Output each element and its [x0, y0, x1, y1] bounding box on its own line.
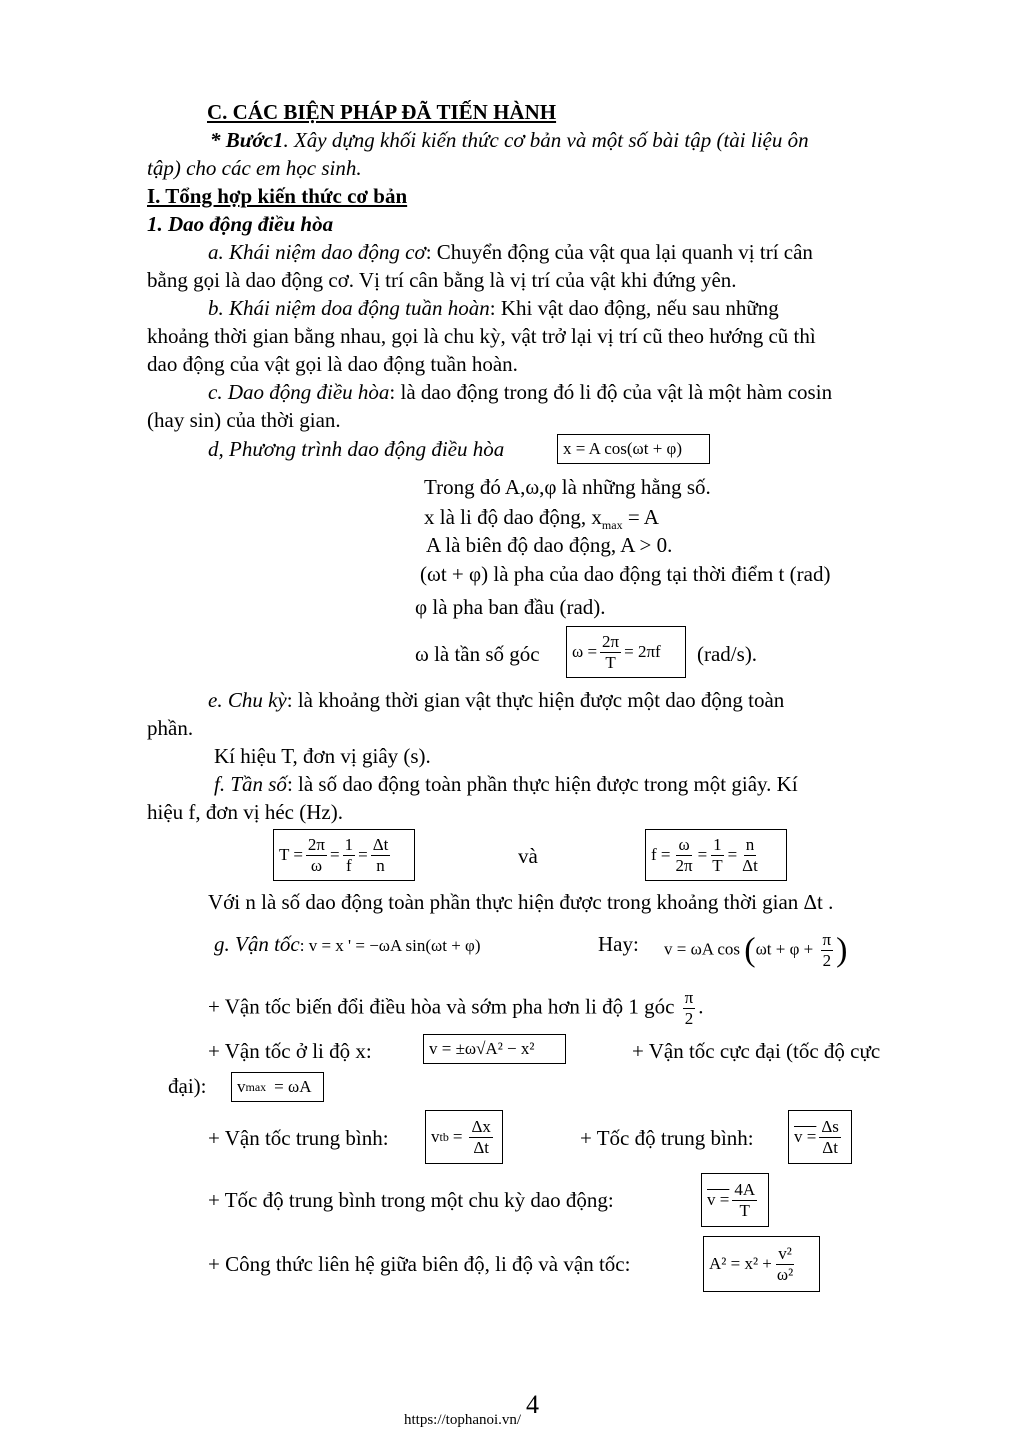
- vbar4-den: T: [739, 1200, 750, 1220]
- amplitude-num: v²: [778, 1243, 792, 1263]
- velocity-line-7: + Công thức liên hệ giữa biên độ, li độ và vận tốc:: [208, 1252, 631, 1276]
- step1-line2: tập) cho các em học sinh.: [147, 156, 362, 180]
- para-c-label: c. Dao động điều hòa: [208, 380, 390, 404]
- vbar4-frac: [732, 1180, 757, 1221]
- para-a-text: : Chuyển động của vật qua lại quanh vị trí cân: [425, 240, 813, 264]
- amplitude-frac: [775, 1244, 795, 1285]
- vtb-num: Δx: [471, 1116, 491, 1136]
- velocity-line-1: [208, 988, 704, 1029]
- amplitude-den: ω²: [776, 1264, 794, 1284]
- hay-word: Hay:: [598, 932, 639, 956]
- para-f-label: f. Tần số: [214, 772, 287, 796]
- equation-harmonic: x = A cos(ωt + φ): [563, 439, 683, 458]
- v1-frac-den: 2: [684, 1009, 694, 1028]
- vbar4-num: 4A: [734, 1179, 756, 1199]
- period-f1d: ω: [310, 855, 323, 875]
- para-a-line1: [208, 238, 813, 266]
- equation-box-velocity-x: [423, 1034, 566, 1064]
- omega-fraction: [600, 632, 621, 673]
- equation-box-omega: [566, 626, 686, 678]
- n-line: Với n là số dao động toàn phần thực hiện được trong khoảng thời gian Δt .: [208, 890, 834, 914]
- freq-f2d: T: [712, 855, 723, 875]
- where-line-6: ω là tần số góc: [415, 642, 540, 666]
- freq-frac-2: [710, 835, 724, 876]
- velocity-frac-num: π: [822, 930, 832, 949]
- page-number: 4: [526, 1390, 539, 1419]
- velocity-frac-den: 2: [822, 951, 832, 970]
- para-d-label: d, Phương trình dao động điều hòa: [208, 437, 505, 461]
- equation-box-frequency: f = $\frac{\omega}{2\pi}$ = $\frac{1}{T}$ = $\frac{n}{\Delta t}$: [645, 829, 787, 881]
- para-g-label: g. Vận tốc: [214, 932, 300, 956]
- period-frac-1: [306, 835, 327, 876]
- vtb-den: Δt: [473, 1137, 489, 1157]
- omega-num: 2π: [602, 631, 620, 651]
- freq-f1d: 2π: [675, 855, 693, 875]
- equation-box-harmonic: [557, 434, 710, 464]
- period-f1n: 2π: [307, 834, 326, 854]
- para-b-line1: [208, 294, 779, 322]
- para-e-text: : là khoảng thời gian vật thực hiện được một dao động toàn: [286, 688, 785, 712]
- where-line-2-text: x là li độ dao động, x: [424, 505, 602, 529]
- period-f3d: n: [376, 855, 385, 875]
- step1-paragraph: [210, 126, 925, 154]
- velocity-formula-2-inner: ωt + φ +: [755, 939, 814, 959]
- where-line-2-sub: max: [601, 518, 623, 533]
- velocity-line-5: + Tốc độ trung bình:: [580, 1126, 754, 1150]
- velocity-line-1-end: .: [698, 994, 704, 1019]
- para-f-line2: hiệu f, đơn vị héc (Hz).: [147, 800, 343, 824]
- period-lhs: T =: [279, 845, 303, 864]
- para-a-label: a. Khái niệm dao động cơ: [208, 240, 426, 264]
- para-f-line1: [214, 770, 798, 798]
- velocity-line-4: + Vận tốc trung bình:: [208, 1126, 389, 1150]
- freq-f3d: Δt: [742, 855, 758, 875]
- vbar4-lhs: v =: [707, 1190, 730, 1209]
- where-line-1: Trong đó A,ω,φ là những hằng số.: [424, 475, 711, 499]
- v1-frac-num: π: [684, 988, 694, 1007]
- period-f3n: Δt: [372, 834, 389, 854]
- velocity-line-1-text: + Vận tốc biến đổi điều hòa và sớm pha hơn li độ 1 góc: [208, 994, 675, 1019]
- velocity-x-formula: v = ±ω√A² − x²: [429, 1039, 535, 1058]
- vmax-rhs: = ωA: [274, 1077, 312, 1096]
- velocity-line-3b: đại):: [168, 1074, 207, 1098]
- equation-box-vbar-4a: [701, 1173, 769, 1227]
- vtb-frac: [469, 1117, 492, 1158]
- vmax-lhs: v: [237, 1077, 246, 1096]
- and-word: và: [518, 844, 538, 868]
- para-a-line2: bằng gọi là dao động cơ. Vị trí cân bằng là vị trí của vật khi đứng yên.: [147, 268, 737, 292]
- para-g: [214, 930, 481, 960]
- freq-frac-3: [740, 835, 760, 876]
- velocity-formula-2: v = ωA cos (ωt + φ + $\frac{\pi}{2}$ ): [664, 930, 848, 970]
- velocity-frac: [821, 930, 834, 971]
- para-c-line1: [208, 378, 832, 406]
- para-b-line3: dao động của vật gọi là dao động tuần hoàn.: [147, 352, 518, 376]
- freq-f3n: n: [745, 834, 755, 854]
- para-f-text: : là số dao động toàn phần thực hiện được trong một giây. Kí: [286, 772, 798, 796]
- vmax-sub: max: [245, 1079, 267, 1094]
- footer-url[interactable]: https://tophanoi.vn/: [404, 1412, 522, 1428]
- vbar-den: Δt: [822, 1137, 838, 1157]
- period-frac-3: [371, 835, 391, 876]
- where-line-3: A là biên độ dao động, A > 0.: [426, 533, 673, 557]
- para-c-text: : là dao động trong đó li độ của vật là một hàm cosin: [389, 380, 833, 404]
- para-c-line2: (hay sin) của thời gian.: [147, 408, 341, 432]
- omega-rhs: = 2πf: [624, 642, 661, 661]
- equation-box-period: T = $\frac{2\pi}{\omega}$ = $\frac{1}{f}$ = $\frac{\Delta t}{n}$: [273, 829, 415, 881]
- para-e-line2: phần.: [147, 716, 194, 740]
- where-line-4: (ωt + φ) là pha của dao động tại thời điểm t (rad): [420, 562, 831, 586]
- velocity-line-6: + Tốc độ trung bình trong một chu kỳ dao động:: [208, 1188, 614, 1212]
- velocity-line-1-frac: [683, 988, 696, 1029]
- vtb-sub: tb: [439, 1129, 449, 1144]
- period-f2n: 1: [344, 834, 354, 854]
- para-b-text: : Khi vật dao động, nếu sau những: [489, 296, 779, 320]
- freq-f2n: 1: [713, 834, 722, 854]
- para-b-line2: khoảng thời gian bằng nhau, gọi là chu kỳ, vật trở lại vị trí cũ theo hướng cũ thì: [147, 324, 816, 348]
- period-frac-2: [343, 835, 356, 876]
- where-line-5: φ là pha ban đầu (rad).: [415, 595, 606, 619]
- heading-1: 1. Dao động điều hòa: [147, 212, 334, 236]
- omega-lhs: ω =: [572, 642, 598, 661]
- para-e-label: e. Chu kỳ: [208, 688, 287, 712]
- velocity-formula-2-lhs: v = ωA cos: [664, 939, 741, 959]
- vbar-frac: [819, 1117, 841, 1158]
- step1-label: * Bước1: [210, 128, 284, 152]
- para-b-label: b. Khái niệm doa động tuần hoàn: [208, 296, 490, 320]
- velocity-formula: : v = x ' = −ωA sin(ωt + φ): [299, 936, 481, 955]
- omega-den: T: [605, 652, 616, 672]
- equation-box-vbar: [788, 1110, 852, 1164]
- para-e-line3: Kí hiệu T, đơn vị giây (s).: [214, 744, 431, 768]
- equation-box-vtb: v tb = $\frac{\Delta x}{\Delta t}$: [425, 1110, 503, 1164]
- step1-line1: . Xây dựng khối kiến thức cơ bản và một số bài tập (tài liệu ôn: [283, 128, 809, 152]
- section-heading-c: C. CÁC BIỆN PHÁP ĐÃ TIẾN HÀNH: [207, 100, 557, 124]
- where-line-2-end: = A: [622, 505, 659, 529]
- freq-f1n: ω: [678, 834, 690, 854]
- velocity-line-2: + Vận tốc ở li độ x:: [208, 1039, 372, 1063]
- equation-box-vmax: [231, 1072, 324, 1102]
- vbar-num: Δs: [821, 1116, 839, 1136]
- omega-unit: (rad/s).: [697, 642, 758, 666]
- freq-frac-1: [674, 835, 695, 876]
- equation-box-amplitude: [703, 1236, 820, 1292]
- para-e-line1: [208, 686, 784, 714]
- velocity-line-3: + Vận tốc cực đại (tốc độ cực: [632, 1039, 881, 1063]
- period-f2d: f: [346, 855, 352, 875]
- heading-i: I. Tổng hợp kiến thức cơ bản: [147, 184, 408, 208]
- vbar-lhs: v =: [794, 1127, 817, 1146]
- amplitude-lhs: A² = x² +: [709, 1254, 772, 1273]
- freq-lhs: f =: [651, 845, 671, 864]
- vtb-lhs: v: [431, 1127, 440, 1146]
